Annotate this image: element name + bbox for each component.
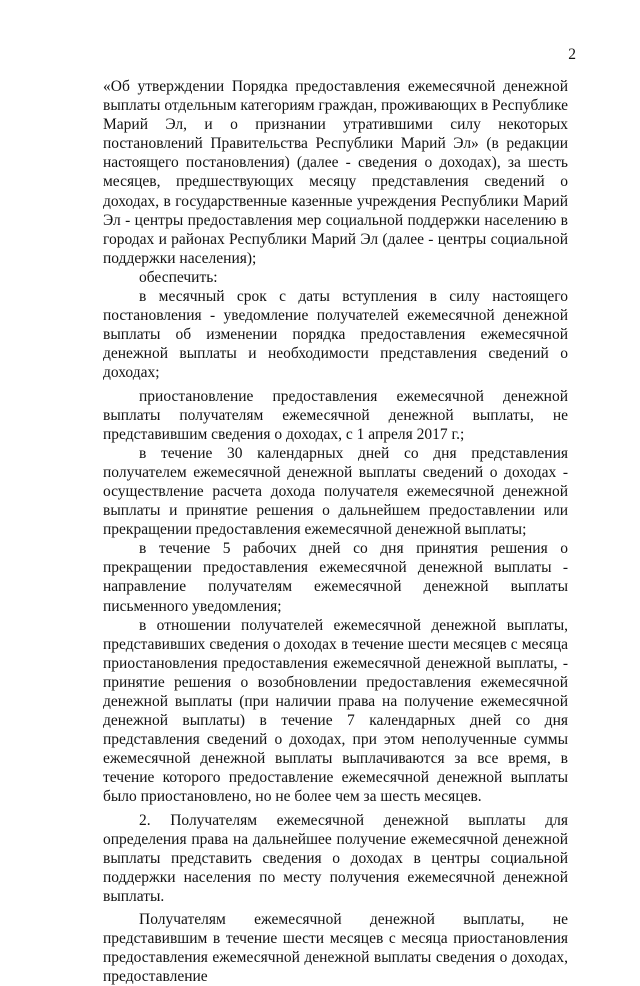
paragraph-ensure: обеспечить:	[139, 268, 218, 286]
paragraph-notification: в месячный срок с даты вступления в силу настоящего постановления - уведомление получателей ежемесячной денежной выплаты об изменении порядка предоставления ежемесячной денежной выплаты и необходимости представления сведений о доходах;	[103, 288, 568, 382]
paragraph-item-2: 2. Получателям ежемесячной денежной выплаты для определения права на дальнейшее получение ежемесячной денежной выплаты представить сведения о доходах в центры социальной поддержки населения по месту получения ежемесячной денежной выплаты.	[103, 811, 568, 905]
document-body	[103, 77, 568, 986]
paragraph-non-submitters: Получателям ежемесячной денежной выплаты, не представившим в течение шести месяцев с месяца приостановления предоставления ежемесячной денежной выплаты сведения о доходах, предоставление	[103, 911, 568, 986]
paragraph-income-calculation: в течение 30 календарных дней со дня представления получателем ежемесячной денежной выплаты сведений о доходах - осуществление расчета дохода получателя ежемесячной денежной выплаты и принятие решения о дальнейшем предоставлении или прекращении предоставления ежемесячной денежной выплаты;	[103, 444, 568, 539]
paragraph-resolution-reference: «Об утверждении Порядка предоставления ежемесячной денежной выплаты отдельным категориям граждан, проживающих в Республике Марий Эл, и о признании утратившими силу некоторых постановлений Правительства Республики Марий Эл» (в редакции настоящего постановления) (далее - сведения о доходах), за шесть месяцев, предшествующих месяцу представления сведений о доходах, в государственные казенные учреждения Республики Марий Эл - центры предоставления мер социальной поддержки населению в городах и районах Республики Марий Эл (далее - центры социальной поддержки населения);	[103, 78, 568, 267]
paragraph-resumption: в отношении получателей ежемесячной денежной выплаты, представивших сведения о доходах в течение шести месяцев с месяца приостановления предоставления ежемесячной денежной выплаты, - принятие решения о возобновлении предоставления ежемесячной денежной выплаты (при наличии права на получение ежемесячной денежной выплаты) в течение 7 календарных дней со дня представления сведений о доходах, при этом неполученные суммы ежемесячной денежной выплаты выплачиваются за все время, в течение которого предоставление ежемесячной денежной выплаты было приостановлено, но не более чем за шесть месяцев.	[103, 616, 568, 806]
page-number: 2	[568, 46, 576, 63]
paragraph-termination-notice: в течение 5 рабочих дней со дня принятия решения о прекращении предоставления ежемесячной денежной выплаты - направление получателям ежемесячной денежной выплаты письменного уведомления;	[103, 540, 568, 615]
paragraph-suspension: приостановление предоставления ежемесячной денежной выплаты получателям ежемесячной денежной выплаты, не представившим сведения о доходах, с 1 апреля 2017 г.;	[103, 387, 568, 443]
